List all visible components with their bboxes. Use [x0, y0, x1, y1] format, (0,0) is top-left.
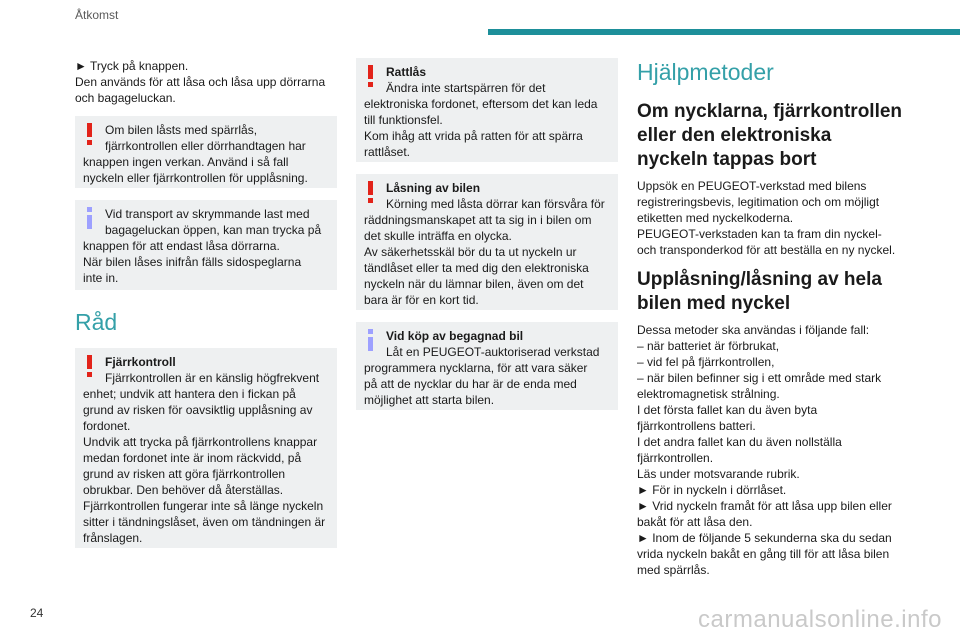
box-title: Rattlås — [386, 65, 427, 79]
text-line: det skulle inträffa en olycka. — [364, 229, 512, 243]
text-line: fjärrkontrollen eller dörrhandtagen har — [105, 139, 306, 153]
section-heading-hjalpmetoder: Hjälpmetoder — [637, 59, 774, 85]
text-line: registreringsbevis, legitimation och om möjligt — [637, 195, 880, 209]
text-line: I det andra fallet kan du även nollställa — [637, 435, 842, 449]
box-title: Låsning av bilen — [386, 181, 481, 195]
text-line: Dessa metoder ska användas i följande fall: — [637, 323, 870, 337]
warning-icon — [84, 123, 96, 145]
text-line: Av säkerhetsskäl bör du ta ut nyckeln ur — [364, 245, 577, 259]
column-3 — [637, 58, 905, 578]
text-line: knappen för att endast låsa dörrarna. — [83, 239, 280, 253]
text-line: bara är för en kort tid. — [364, 293, 479, 307]
text-line: grund av risken för oavsiktlig upplåsning av — [83, 403, 313, 417]
text-line: Vid transport av skrymmande last med — [105, 207, 310, 221]
text-line: medan fordonet inte är inom räckvidd, på — [83, 451, 302, 465]
text-line: Den används för att låsa och låsa upp dörrarna — [75, 75, 326, 89]
text-line: med spärrlås. — [637, 563, 710, 577]
text-line: Undvik att trycka på fjärrkontrollens knappar — [83, 435, 318, 449]
text-line: rattlåset. — [364, 145, 411, 159]
text-line: och transponderkod för att beställa en ny nyckel. — [637, 243, 896, 257]
key-locking-text — [637, 322, 905, 578]
text-line: PEUGEOT-verkstaden kan ta fram din nyckel- — [637, 227, 882, 241]
text-line: Låt en PEUGEOT-auktoriserad verkstad — [386, 345, 600, 359]
text-line: ► Inom de följande 5 sekunderna ska du sedan — [637, 531, 892, 545]
section-heading-rad: Råd — [75, 309, 118, 335]
warning-icon — [365, 65, 377, 87]
warning-box-remote — [75, 348, 337, 548]
box-title: Vid köp av begagnad bil — [386, 329, 524, 343]
text-line: etiketten med nyckelkoderna. — [637, 211, 794, 225]
header-accent-bar — [488, 29, 960, 35]
text-line: Fjärrkontrollen är en känslig högfrekvent — [105, 371, 320, 385]
text-line: programmera nycklarna, för att vara säker — [364, 361, 588, 375]
text-line: nyckeln när du lämnar bilen, även om det — [364, 277, 584, 291]
text-line: fjärrkontrollens batteri. — [637, 419, 756, 433]
text-line: nyckeln eller fjärrkontrollen för upplåsning. — [83, 171, 308, 185]
text-line: obrukbar. Den behöver då återställas. — [83, 483, 284, 497]
text-line: sitter i tändningslåset, även om tändningen är — [83, 515, 326, 529]
text-line: och bagageluckan. — [75, 91, 176, 105]
text-line: tändlåset eller ta med dig den elektroniska — [364, 261, 589, 275]
watermark: carmanualsonline.info — [698, 606, 942, 633]
intro-text — [75, 58, 337, 106]
box-title: Fjärrkontroll — [105, 355, 176, 369]
warning-box-locking — [356, 174, 618, 310]
text-line: elektroniska fordonet, eftersom det kan leda — [364, 97, 598, 111]
info-box-transport — [75, 200, 337, 290]
text-line: – när batteriet är förbrukat, — [637, 339, 780, 353]
lost-keys-text — [637, 178, 905, 258]
text-line: Ändra inte startspärren för det — [386, 81, 546, 95]
text-line: Kom ihåg att vrida på ratten för att spärra — [364, 129, 583, 143]
text-line: Körning med låsta dörrar kan försvåra för — [386, 197, 605, 211]
warning-box-steering-lock — [356, 58, 618, 162]
text-line: Om bilen låsts med spärrlås, — [105, 123, 258, 137]
text-line: frånslagen. — [83, 531, 143, 545]
column-2 — [356, 58, 618, 410]
text-line: I det första fallet kan du även byta — [637, 403, 818, 417]
text-line: bagageluckan öppen, kan man trycka på — [105, 223, 322, 237]
info-box-used-car — [356, 322, 618, 410]
info-icon — [365, 329, 377, 351]
column-1 — [75, 58, 337, 548]
warning-icon — [365, 181, 377, 203]
warning-icon — [84, 355, 96, 377]
text-line: fjärrkontrollen. — [637, 451, 714, 465]
text-line: grund av risken att göra fjärrkontrollen — [83, 467, 286, 481]
text-line: inte in. — [83, 271, 119, 285]
text-line: till funktionsfel. — [364, 113, 443, 127]
text-line: När bilen låses inifrån fälls sidospeglarna — [83, 255, 302, 269]
info-icon — [84, 207, 96, 229]
chapter-title: Åtkomst — [75, 8, 119, 22]
text-line: – när bilen befinner sig i ett område med stark — [637, 371, 882, 385]
text-line: enhet; undvik att hantera den i fickan på — [83, 387, 296, 401]
text-line: ► För in nyckeln i dörrlåset. — [637, 483, 787, 497]
text-line: vrida nyckeln bakåt en gång till för att låsa bilen — [637, 547, 890, 561]
text-line: ► Vrid nyckeln framåt för att låsa upp bilen eller — [637, 499, 892, 513]
text-line: bakåt för att låsa den. — [637, 515, 753, 529]
subheading-lost-keys: Om nycklarna, fjärrkontrollen eller den elektroniska nyckeln tappas bort — [637, 101, 903, 170]
page-number: 24 — [30, 606, 44, 620]
text-line: Uppsök en PEUGEOT-verkstad med bilens — [637, 179, 867, 193]
warning-box-deadlock — [75, 116, 337, 188]
text-line: möjlighet att starta bilen. — [364, 393, 495, 407]
text-line: ► Tryck på knappen. — [75, 59, 189, 73]
text-line: fordonet. — [83, 419, 131, 433]
text-line: knappen ingen verkan. Använd i så fall — [83, 155, 289, 169]
text-line: – vid fel på fjärrkontrollen, — [637, 355, 775, 369]
text-line: elektromagnetisk strålning. — [637, 387, 780, 401]
text-line: på att de nycklar du har är de enda med — [364, 377, 577, 391]
text-line: Fjärrkontrollen fungerar inte så länge nyckeln — [83, 499, 324, 513]
subheading-key-locking: Upplåsning/låsning av hela bilen med nyckel — [637, 269, 882, 314]
text-line: Läs under motsvarande rubrik. — [637, 467, 800, 481]
text-line: räddningsmanskapet att ta sig in i bilen om — [364, 213, 592, 227]
